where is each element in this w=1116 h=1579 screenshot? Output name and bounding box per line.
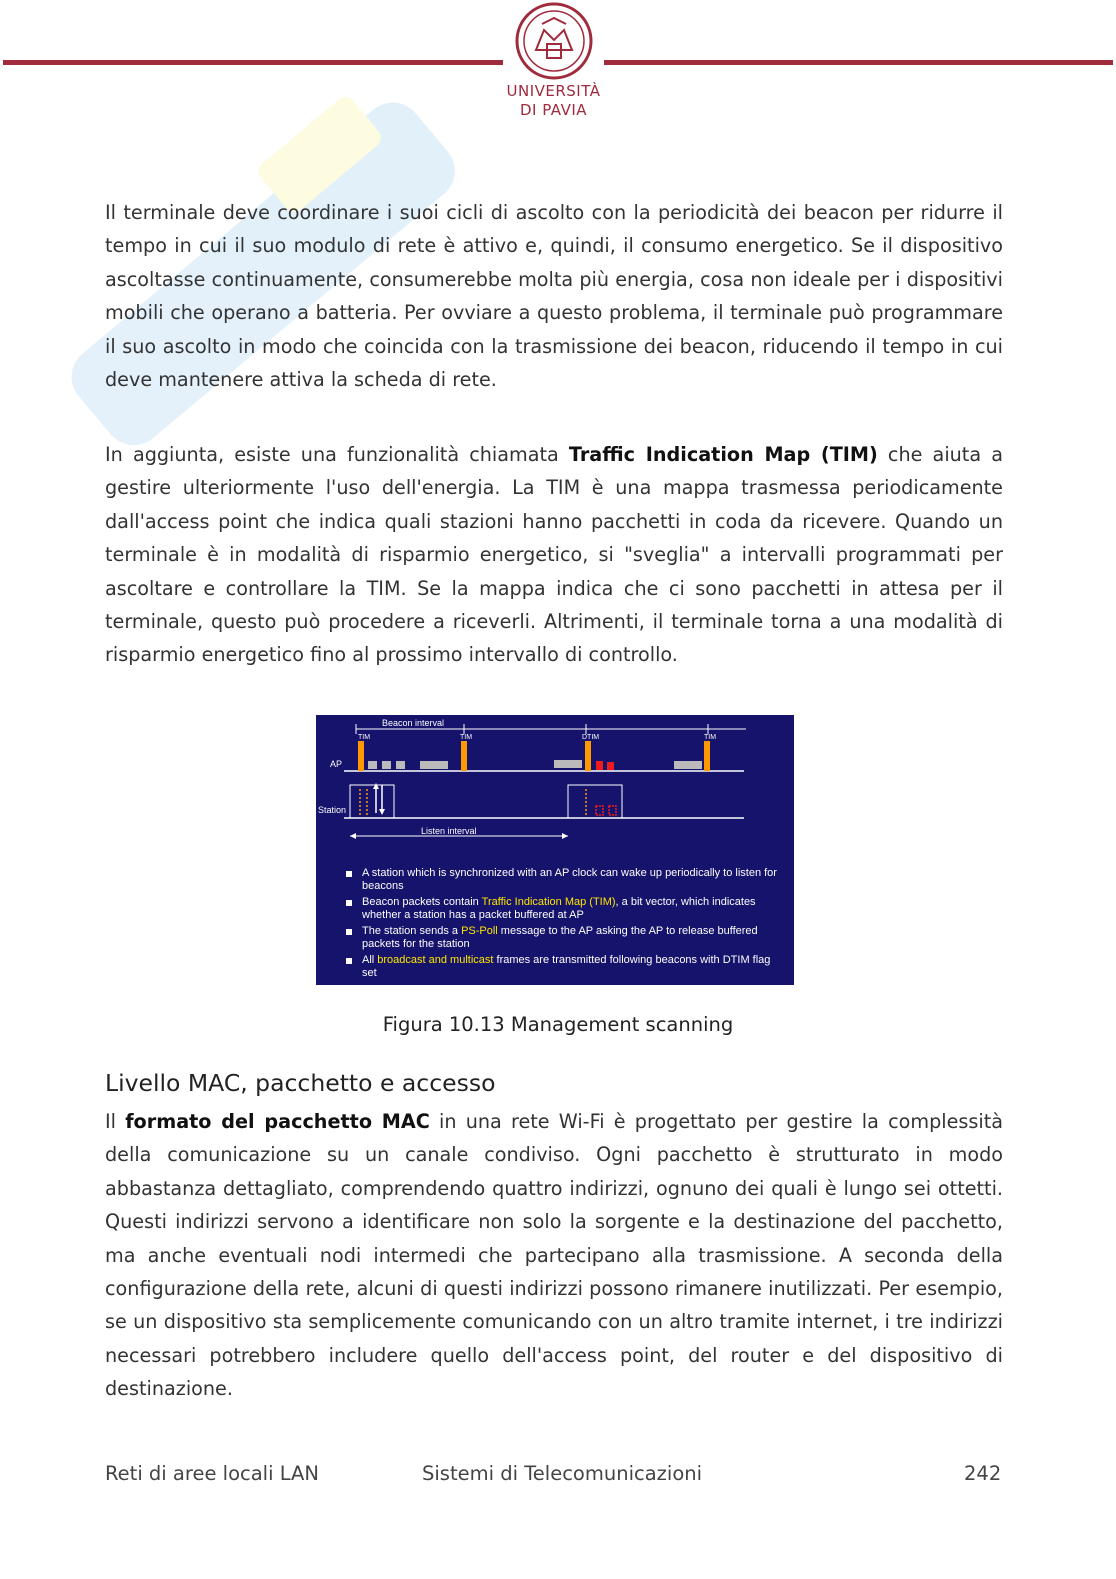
figure-bullet-3-highlight: PS-Poll [461, 925, 498, 937]
beacon-timing-diagram [316, 715, 794, 865]
dtim-beacon [585, 741, 591, 771]
tim-label-2: TIM [460, 734, 473, 741]
logo-line-2: DI PAVIA [519, 101, 588, 119]
footer-course: Sistemi di Telecomunicazioni [422, 1462, 703, 1485]
figure-bullet-2-post: , a bit vector, which indicates whether a station has a packet buffered at AP [362, 896, 756, 921]
tim-label-1: TIM [358, 734, 371, 741]
broadcast-frame [596, 761, 603, 770]
figure-bullet-4-highlight: broadcast and multicast [377, 954, 494, 966]
figure-caption: Figura 10.13 Management scanning [382, 1013, 734, 1036]
header-rule-right [604, 60, 1113, 65]
listen-interval-label: Listen interval [421, 826, 477, 836]
figure-bullet-2-pre: Beacon packets contain [362, 896, 482, 908]
dtim-label: DTIM [582, 734, 600, 741]
frame [554, 760, 582, 768]
frame [396, 761, 405, 769]
ap-label: AP [330, 759, 343, 769]
figure-bullet-3 [344, 925, 784, 951]
frame [382, 761, 391, 769]
paragraph-3-text-b: in una rete Wi-Fi è progettato per gestire la complessità della comunicazione su un canale condiviso. Ogni pacchetto è strutturato in modo abbastanza dettagliato, comprendendo quattro indirizzi, ognuno dei quali è lungo sei ottetti. Questi indirizzi servono a identificare non solo la sorgente e la destinazione del pacchetto, ma anche eventuali nodi intermedi che partecipano alla trasmissione. A seconda della configurazione della rete, alcuni di questi indirizzi possono rimanere inutilizzati. Per esempio, se un dispositivo sta semplicemente comunicando con un altro tramite internet, i tre indirizzi necessari potrebbero includere quello dell'access point, del router e del dispositivo di destinazione. [105, 1110, 1004, 1401]
frame [674, 761, 702, 769]
paragraph-2-text-a: In aggiunta, esiste una funzionalità chiamata [105, 443, 569, 466]
header-rule-left [3, 60, 503, 65]
figure-bullet-4-pre: All [362, 954, 378, 966]
figure-bullet-2 [344, 896, 784, 922]
broadcast-frame [607, 762, 614, 770]
figure-bullet-3-post: message to the AP asking the AP to release buffered packets for the station [362, 925, 758, 950]
section-heading: Livello MAC, pacchetto e accesso [105, 1069, 496, 1097]
page-number: 242 [964, 1462, 1002, 1485]
university-seal-icon [514, 0, 594, 82]
frame [368, 761, 377, 769]
tim-beacon-1 [358, 741, 364, 771]
station-label: Station [318, 805, 347, 815]
logo-line-1: UNIVERSITÀ [506, 82, 601, 100]
footer-chapter: Reti di aree locali LAN [105, 1462, 319, 1485]
tim-term: Traffic Indication Map (TIM) [568, 443, 878, 466]
figure-bullet-3-pre: The station sends a [362, 925, 462, 937]
paragraph-1 [105, 196, 1003, 396]
paragraph-3 [105, 1105, 1003, 1406]
paragraph-2 [105, 438, 1003, 672]
figure-bullet-2-highlight: Traffic Indication Map (TIM) [481, 896, 616, 908]
wake-window-1 [350, 785, 394, 818]
beacon-figure [316, 715, 794, 985]
frame [420, 761, 448, 769]
university-logo [503, 0, 604, 130]
figure-bullet-list [344, 867, 784, 983]
mac-format-term: formato del pacchetto MAC [125, 1110, 430, 1133]
figure-bullet-1-text: A station which is synchronized with an AP clock can wake up periodically to listen for beacons [362, 867, 777, 892]
tim-beacon-3 [704, 741, 710, 771]
wake-window-2 [568, 785, 622, 818]
figure-bullet-4-post: frames are transmitted following beacons with DTIM flag set [362, 954, 771, 979]
beacon-interval-label: Beacon interval [382, 718, 445, 728]
figure-bullet-4 [344, 954, 784, 980]
tim-label-3: TIM [704, 734, 717, 741]
figure-bullet-1 [344, 867, 784, 893]
tim-beacon-2 [461, 741, 467, 771]
paragraph-2-text-b: che aiuta a gestire ulteriormente l'uso dell'energia. La TIM è una mappa trasmessa periodicamente dall'access point che indica quali stazioni hanno pacchetti in coda da ricevere. Quando un terminale è in modalità di risparmio energetico, si "sveglia" a intervalli programmati per ascoltare e controllare la TIM. Se la mappa indica che ci sono pacchetti in attesa per il terminale, questo può procedere a riceverli. Altrimenti, il terminale torna a una modalità di risparmio energetico fino al prossimo intervallo di controllo. [105, 443, 1003, 667]
paragraph-1-text: Il terminale deve coordinare i suoi cicli di ascolto con la periodicità dei beacon per ridurre il tempo in cui il suo modulo di rete è attivo e, quindi, il consumo energetico. Se il dispositivo ascoltasse continuamente, consumerebbe molta più energia, cosa non ideale per i dispositivi mobili che operano a batteria. Per ovviare a questo problema, il terminale può programmare il suo ascolto in modo che coincida con la trasmissione dei beacon, riducendo il tempo in cui deve mantenere attiva la scheda di rete. [105, 201, 1003, 392]
paragraph-3-text-a: Il [105, 1110, 126, 1133]
